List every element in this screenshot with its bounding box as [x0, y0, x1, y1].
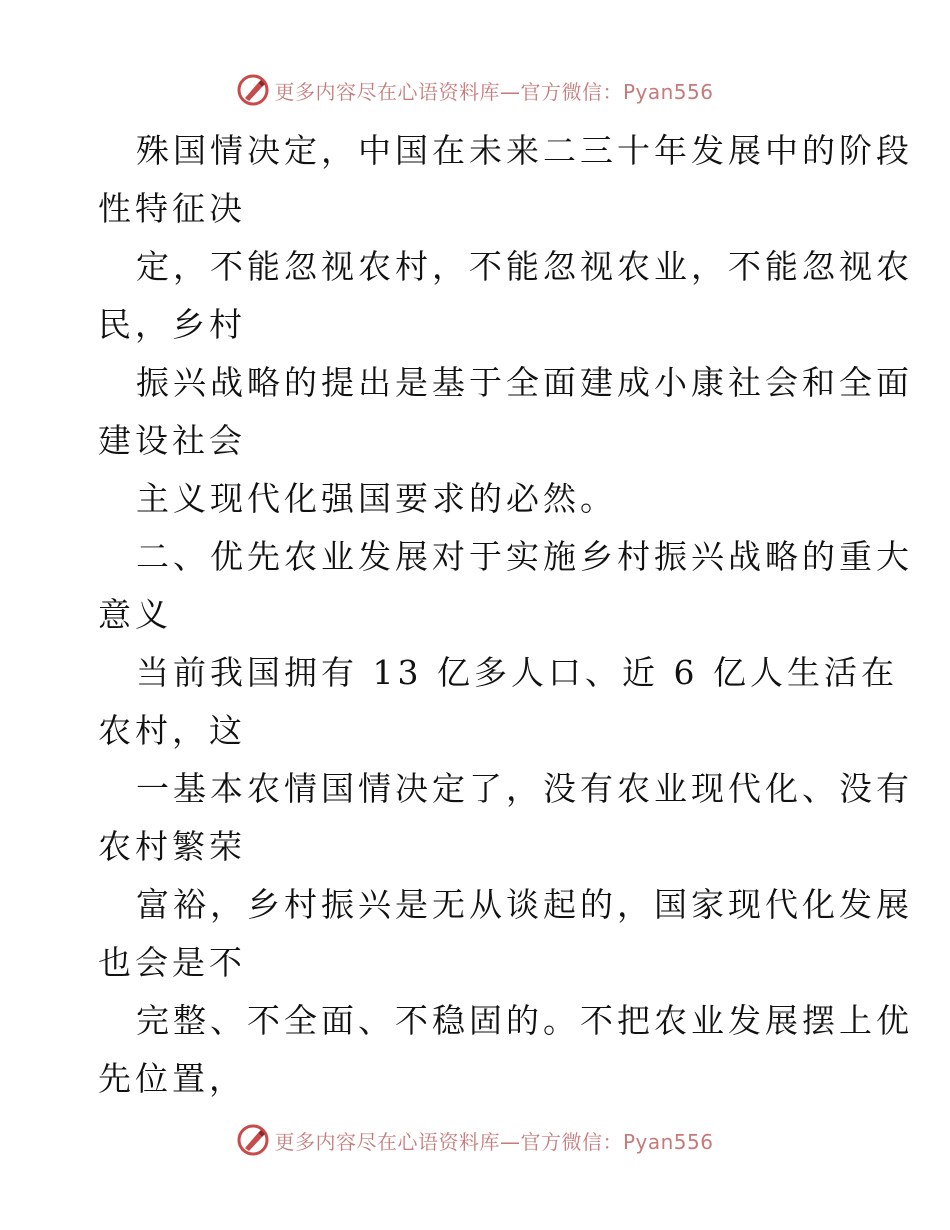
- paragraph-8: [98, 992, 913, 1108]
- text-line: 一基本农情国情决定了，没有农业现代化、没有: [136, 769, 913, 808]
- text-line: 完整、不全面、不稳固的。不把农业发展摆上优: [136, 1001, 913, 1040]
- text-line: 定，不能忽视农村，不能忽视农业，不能忽视农: [136, 247, 913, 286]
- text-line: 振兴战略的提出是基于全面建成小康社会和全面: [136, 363, 913, 402]
- header-watermark: [0, 70, 950, 110]
- section-heading: [98, 528, 913, 644]
- text-line: 农村，这: [98, 711, 246, 750]
- footer-watermark: [0, 1120, 950, 1160]
- paragraph-4: [98, 470, 858, 528]
- text-line: 当前我国拥有 13 亿多人口、近 6 亿人生活在: [136, 653, 898, 692]
- heading-line: 二、优先农业发展对于实施乡村振兴战略的重大: [136, 537, 913, 576]
- text-line: 也会是不: [98, 943, 246, 982]
- heading-line: 意义: [98, 595, 172, 634]
- pen-logo-icon: [236, 73, 270, 107]
- text-line: 建设社会: [98, 421, 246, 460]
- text-line: 主义现代化强国要求的必然。: [136, 479, 617, 518]
- document-body: [98, 122, 913, 1108]
- text-line: 殊国情决定，中国在未来二三十年发展中的阶段: [136, 131, 913, 170]
- paragraph-2: [98, 238, 913, 354]
- text-line: 性特征决: [98, 189, 246, 228]
- paragraph-5: [98, 644, 898, 760]
- pen-logo-icon: [236, 1123, 270, 1157]
- paragraph-1: [98, 122, 913, 238]
- text-line: 农村繁荣: [98, 827, 246, 866]
- watermark-text: 更多内容尽在心语资料库—官方微信：Pyan556: [274, 1129, 714, 1154]
- paragraph-7: [98, 876, 913, 992]
- watermark-text: 更多内容尽在心语资料库—官方微信：Pyan556: [274, 79, 714, 104]
- paragraph-3: [98, 354, 913, 470]
- text-line: 先位置，: [98, 1059, 246, 1098]
- paragraph-6: [98, 760, 913, 876]
- text-line: 富裕，乡村振兴是无从谈起的，国家现代化发展: [136, 885, 913, 924]
- text-line: 民，乡村: [98, 305, 246, 344]
